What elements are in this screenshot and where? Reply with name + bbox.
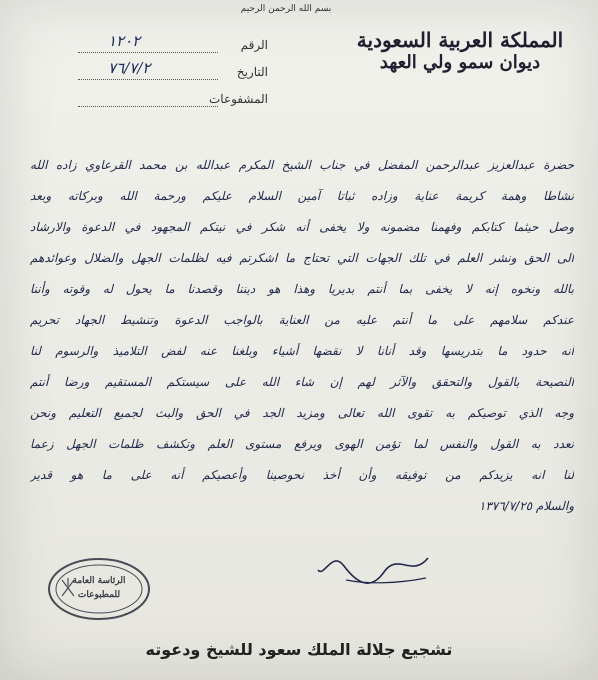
- letter-line: وصل حيثما كتابكم وفهمنا مضمونه ولا يخفى أنه شكر في نيتكم المجهود في الدعوة والارشاد: [30, 220, 574, 234]
- stamp-line1: الرئاسة العامة: [72, 576, 126, 586]
- letterhead-diwan: ديوان سمو ولي العهد: [379, 52, 541, 73]
- attachments-field: [78, 86, 268, 113]
- date-dotted-line: [78, 79, 218, 80]
- letter-line: وجه الذي توصيكم به تقوى الله تعالى ومزيد الجد في الحق والبث لجميع التعليم ونحن: [30, 406, 574, 420]
- signature-icon: [316, 548, 434, 588]
- letter-line: نعدد به القول والنفس لما تؤمن الهوى ويرفع مستوى العلم وتكشف ظلمات الجهل زعما: [30, 437, 574, 451]
- number-field: [78, 32, 268, 59]
- letter-line: لنا انه يزيدكم من توفيقه وأن أخذ نحوصينا وأعصيكم أنه على ما هو قدير: [30, 468, 574, 482]
- letter-body: [30, 150, 574, 522]
- reference-fields: [78, 32, 268, 113]
- letter-line: أنه حدود ما بتدريسها وقد أنانا لا نقضها أشياء وبلغنا عنه لفض التلاميذ والرسوم لنا: [30, 344, 574, 358]
- number-dotted-line: [78, 52, 218, 53]
- number-value: ١٢٠٢: [108, 32, 141, 50]
- number-label: الرقم: [240, 38, 268, 52]
- letter-line: حضرة عبدالعزيز عبدالرحمن المفضل في جناب الشيخ المكرم عبدالله بن محمد القرعاوي زاده الله: [30, 158, 574, 172]
- official-stamp: [46, 556, 152, 622]
- date-value: ٧٦/٧/٢: [108, 59, 151, 77]
- stamp-line2: للمطبوعات: [77, 590, 121, 600]
- basmala: بسم الله الرحمن الرحيم: [240, 4, 332, 14]
- date-field: [78, 59, 268, 86]
- letterhead-kingdom: المملكة العربية السعودية: [356, 28, 564, 52]
- letter-line: نشاطا وهمة كريمة عناية وزاده ثباتا آمين السلام عليكم ورحمة الله وبركاته وبعد: [30, 189, 574, 203]
- stamp-oval-icon: [46, 556, 152, 622]
- letter-line: عندكم سلامهم على ما أنتم عليه من العناية بالواجب الدعوة وتنشيط الجهاد تحريم: [30, 313, 574, 327]
- attachments-dotted-line: [78, 106, 218, 107]
- letterhead: [346, 28, 574, 74]
- letter-closing: والسلام ١٣٧٦/٧/٢٥: [478, 499, 574, 513]
- letter-line: بالله ونخوه إنه لا يخفى بما أنتم بديريا وهذا هو ديننا وقصدنا ما يحول له وقوته وأننا: [30, 282, 574, 296]
- date-label: التاريخ: [236, 65, 268, 79]
- photo-caption: تشجيع جلالة الملك سعود للشيخ ودعوته: [145, 640, 453, 659]
- letter-line: النصيحة بالقول والتحقق والآثر لهم إن شاء الله على سيستكم المستقيم ورضا أنتم: [30, 375, 574, 389]
- attachments-label: المشفوعات: [208, 92, 268, 106]
- letter-line: الى الحق ونشر العلم في تلك الجهات التي تحتاج ما اشكرتم فيه لظلمات الجهل والضلال وعوائدهم: [30, 251, 574, 265]
